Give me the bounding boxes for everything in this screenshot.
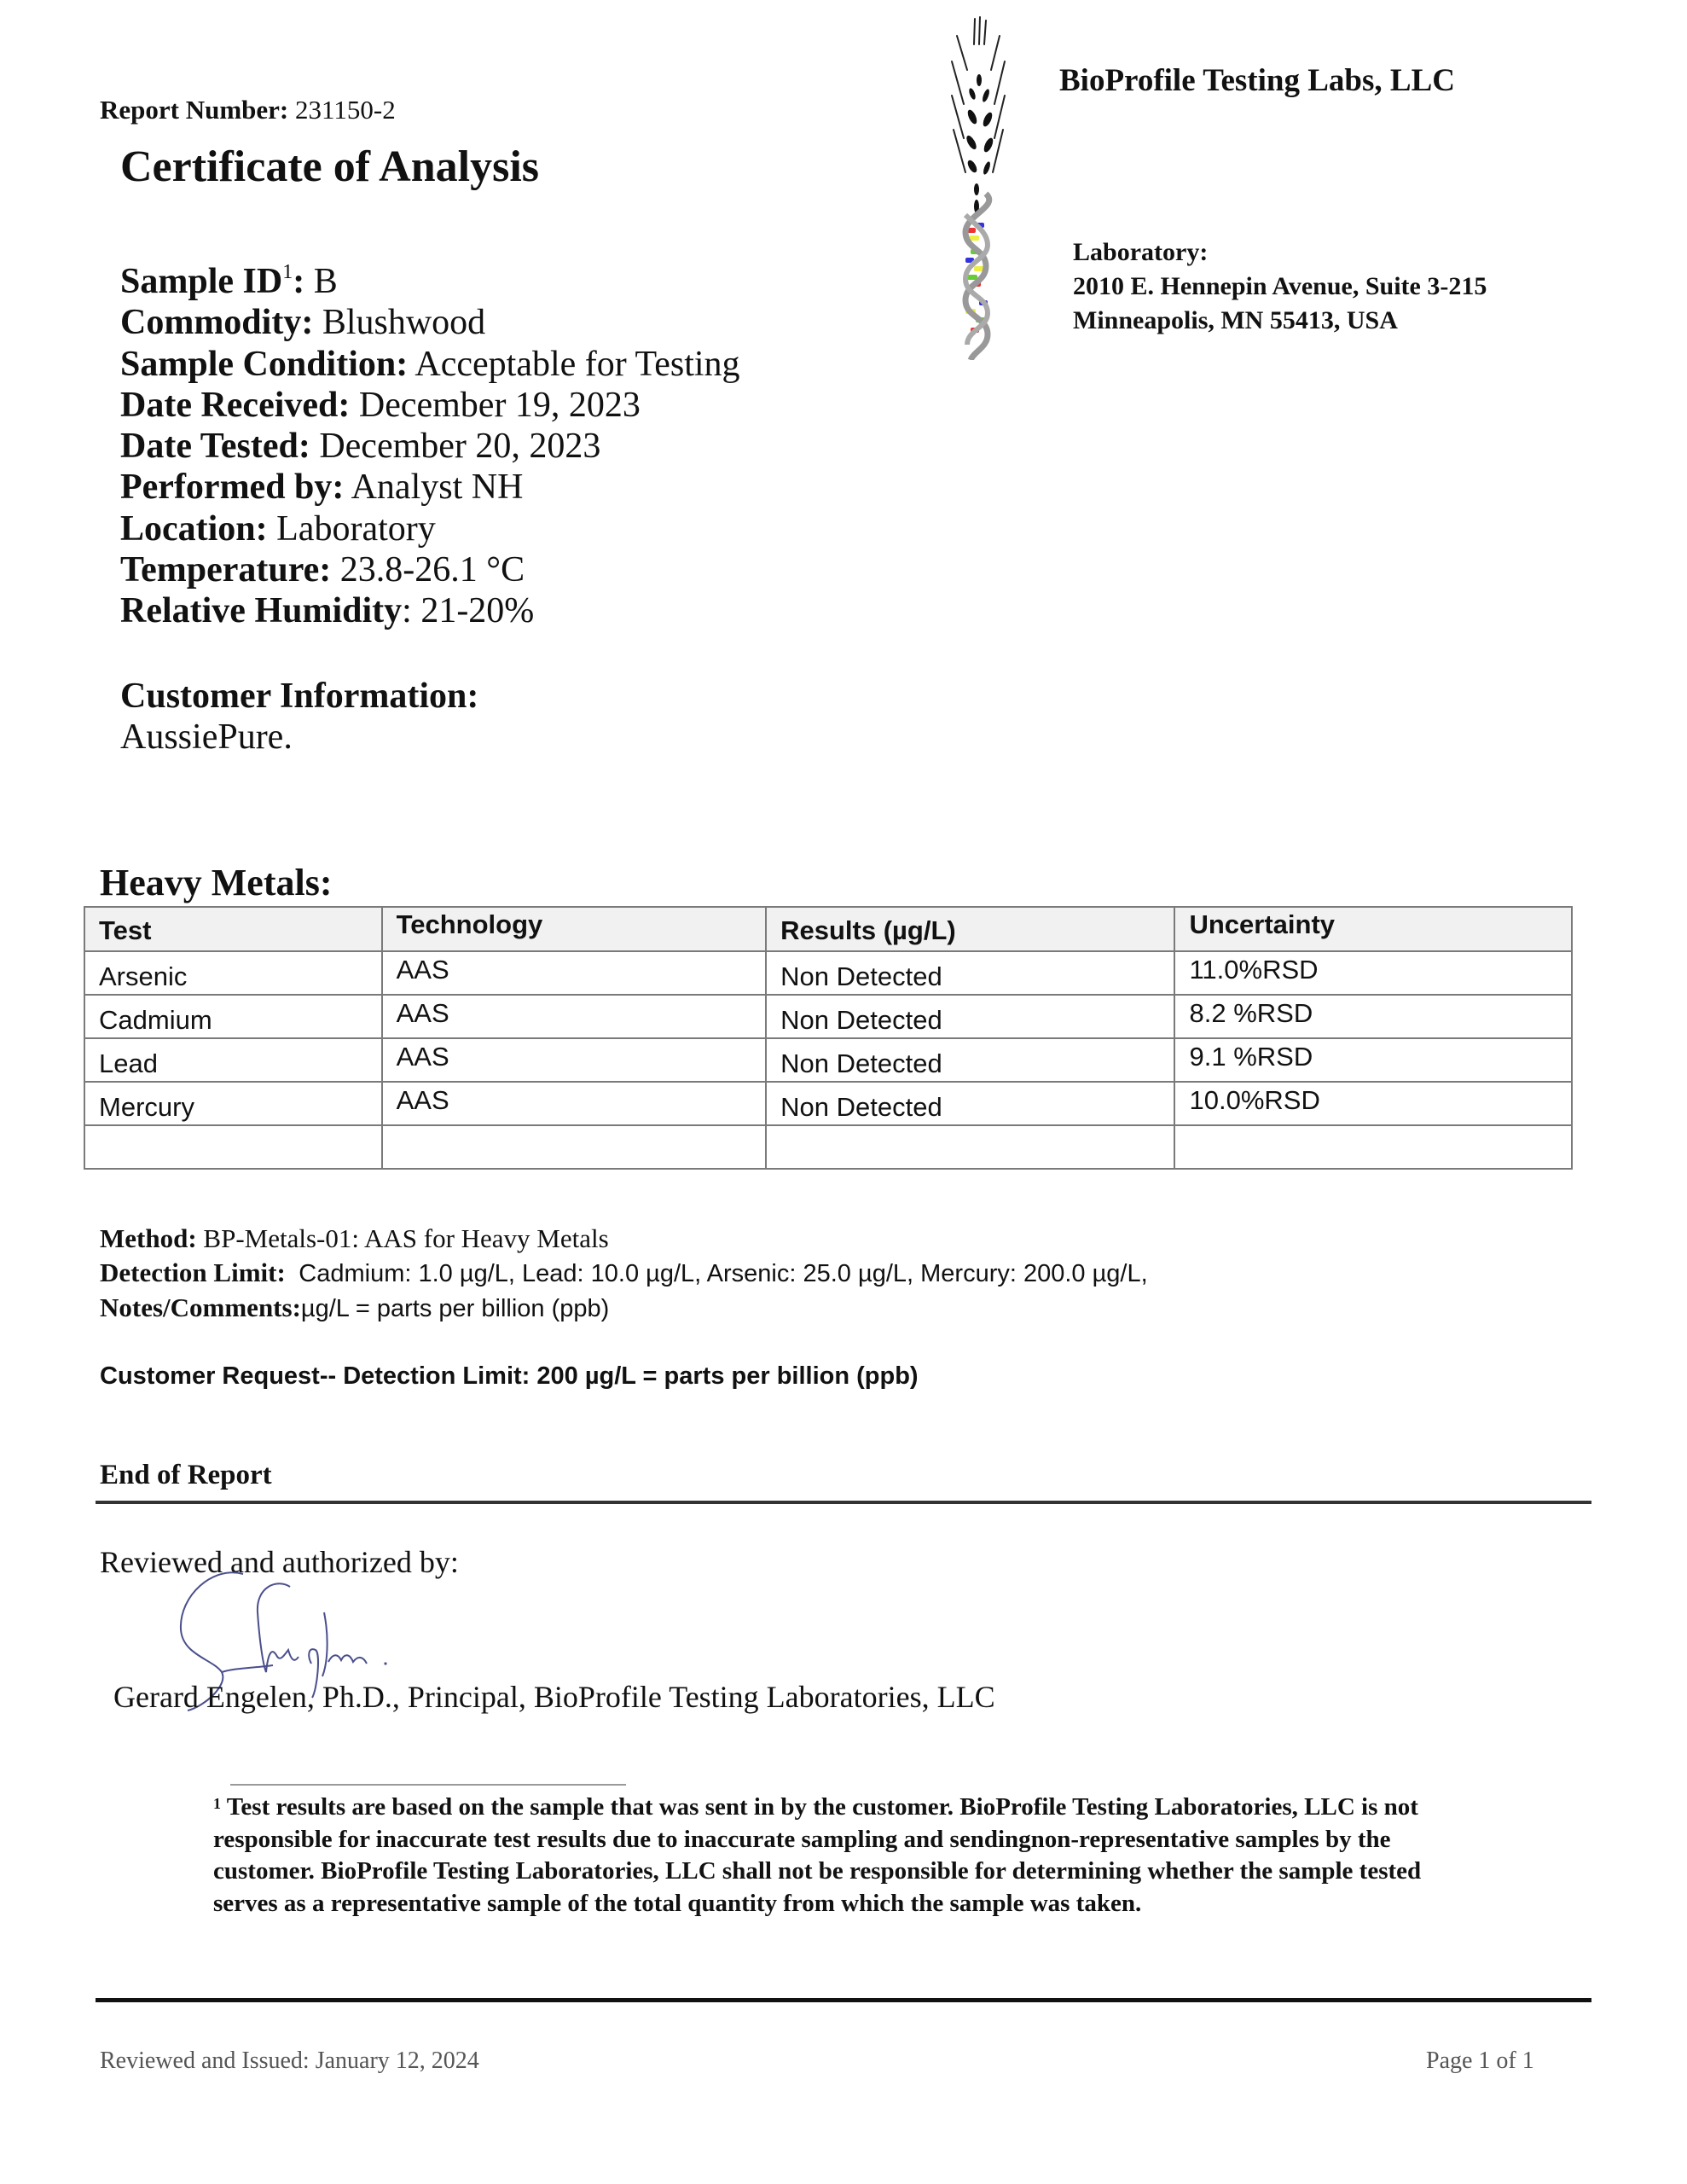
lab-address [1073,235,1487,338]
table-row [84,951,1572,995]
footnote-marker: 1 [213,1795,221,1812]
cell-technology [382,995,767,1038]
cell-test [84,1125,382,1169]
field-value: 23.8-26.1 °C [339,550,525,590]
date-tested-row [120,426,740,467]
table-row [84,995,1572,1038]
issued-date: Reviewed and Issued: January 12, 2024 [100,2048,479,2074]
report-number [100,96,396,125]
heavy-metals-title: Heavy Metals: [100,862,333,903]
page-number: Page 1 of 1 [1426,2048,1534,2074]
sample-details [120,261,740,632]
notes-label: Notes/Comments: [100,1292,301,1322]
footnote-divider [230,1784,626,1786]
method-row [100,1222,1148,1256]
cell-text: Non Detected [780,1092,942,1122]
column-header-results [766,907,1174,951]
field-value: Laboratory [276,508,436,549]
customer-request: Customer Request-- Detection Limit: 200 µg/L = parts per billion (ppb) [100,1362,919,1390]
cell-text: Cadmium [99,1005,212,1035]
cell-technology [382,1125,767,1169]
cell-text: AAS [396,1042,449,1072]
column-header-technology [382,907,767,951]
footnote-marker: 1 [282,261,293,283]
column-header-label: Results (µg/L) [780,915,956,945]
field-value: B [313,262,338,301]
cell-test [84,951,382,995]
cell-result [766,995,1174,1038]
cell-result [766,1082,1174,1125]
cell-uncertainty [1174,1038,1572,1082]
cell-result [766,1125,1174,1169]
cell-text: Non Detected [780,1005,942,1035]
location-row [120,508,740,549]
lab-name: BioProfile Testing Labs, LLC [1059,63,1455,98]
method-details [100,1222,1148,1326]
footer-divider [96,1998,1591,2002]
cell-text: Mercury [99,1092,194,1122]
footnote [213,1792,1467,1920]
commodity-row [120,302,740,343]
column-header-uncertainty [1174,907,1572,951]
cell-text: 11.0%RSD [1189,955,1319,985]
end-of-report: End of Report [100,1460,272,1490]
field-label: Performed by: [120,468,345,508]
column-header-label: Test [99,915,152,945]
cell-text [397,1126,766,1136]
sample-id-row [120,261,740,302]
wheat-dna-helix-logo-icon [948,10,1008,360]
cell-text [1189,1126,1571,1136]
field-value: December 19, 2023 [358,385,641,425]
report-number-value: 231150-2 [295,95,396,125]
field-label: Sample ID [120,262,283,301]
field-label: Commodity: [120,303,314,343]
cell-uncertainty [1174,995,1572,1038]
customer-information [120,676,478,758]
cell-text: 8.2 %RSD [1189,998,1313,1028]
cell-uncertainty [1174,951,1572,995]
column-header-test [84,907,382,951]
end-of-report-divider [96,1501,1591,1504]
cell-uncertainty [1174,1125,1572,1169]
field-label: Relative Humidity [120,591,403,631]
cell-text: AAS [396,1085,449,1115]
field-label: Temperature: [120,550,332,590]
notes-value: µg/L = parts per billion (ppb) [300,1295,610,1322]
temperature-row [120,549,740,590]
performed-by-row [120,467,740,508]
cell-text: AAS [396,998,449,1028]
detection-limit-value: Cadmium: 1.0 µg/L, Lead: 10.0 µg/L, Arsenic: 25.0 µg/L, Mercury: 200.0 µg/L, [299,1260,1148,1287]
cell-text [99,1126,381,1136]
cell-test [84,1082,382,1125]
relative-humidity-row [120,590,740,631]
cell-text: Lead [99,1048,158,1078]
customer-value: AussiePure. [120,717,293,757]
page-title: Certificate of Analysis [120,142,540,191]
method-label: Method: [100,1223,197,1253]
cell-text: 10.0%RSD [1189,1085,1320,1115]
cell-result [766,1038,1174,1082]
date-received-row [120,385,740,426]
sample-condition-row [120,344,740,385]
cell-technology [382,951,767,995]
cell-text: Arsenic [99,961,188,991]
lab-address-label: Laboratory: [1073,238,1209,266]
cell-test [84,995,382,1038]
table-row [84,1038,1572,1082]
signer-name: Gerard Engelen, Ph.D., Principal, BioProfile Testing Laboratories, LLC [113,1680,995,1714]
cell-technology [382,1038,767,1082]
cell-text [780,1126,1174,1136]
customer-label: Customer Information: [120,677,479,716]
lab-address-line2: Minneapolis, MN 55413, USA [1073,306,1398,334]
report-number-label: Report Number: [100,95,289,125]
method-value: BP-Metals-01: AAS for Heavy Metals [203,1223,609,1253]
field-separator: : [402,591,412,631]
column-header-label: Uncertainty [1189,909,1336,939]
column-header-label: Technology [396,909,543,939]
field-separator: : [293,262,305,301]
lab-address-line1: 2010 E. Hennepin Avenue, Suite 3-215 [1073,272,1487,300]
detection-limit-row [100,1256,1148,1291]
field-value: December 20, 2023 [319,427,601,467]
notes-row [100,1291,1148,1326]
table-row-empty [84,1125,1572,1169]
field-value: 21-20% [420,591,535,631]
field-value: Blushwood [322,303,486,343]
field-label: Sample Condition: [120,344,409,384]
cell-uncertainty [1174,1082,1572,1125]
field-label: Location: [120,508,268,549]
cell-text: 9.1 %RSD [1189,1042,1313,1072]
cell-technology [382,1082,767,1125]
field-value: Acceptable for Testing [415,344,740,384]
field-label: Date Received: [120,385,351,425]
field-label: Date Tested: [120,427,310,467]
footnote-text: Test results are based on the sample that was sent in by the customer. BioProfile Testing Laboratories, LLC is not responsible for inaccurate test results due to inaccurate sampling and sendingnon-representative samples by the customer. BioProfile Testing Laboratories, LLC shall not be responsible for determining whether the sample tested serves as a representative sample of the total quantity from which the sample was taken. [213,1793,1422,1917]
table-header-row [84,907,1572,951]
table-row [84,1082,1572,1125]
cell-text: Non Detected [780,961,942,991]
cell-result [766,951,1174,995]
heavy-metals-table [84,906,1573,1170]
field-value: Analyst NH [351,468,524,508]
cell-text: AAS [396,955,449,985]
cell-test [84,1038,382,1082]
cell-text: Non Detected [780,1048,942,1078]
reviewed-label: Reviewed and authorized by: [100,1545,459,1579]
detection-limit-label: Detection Limit: [100,1258,286,1287]
